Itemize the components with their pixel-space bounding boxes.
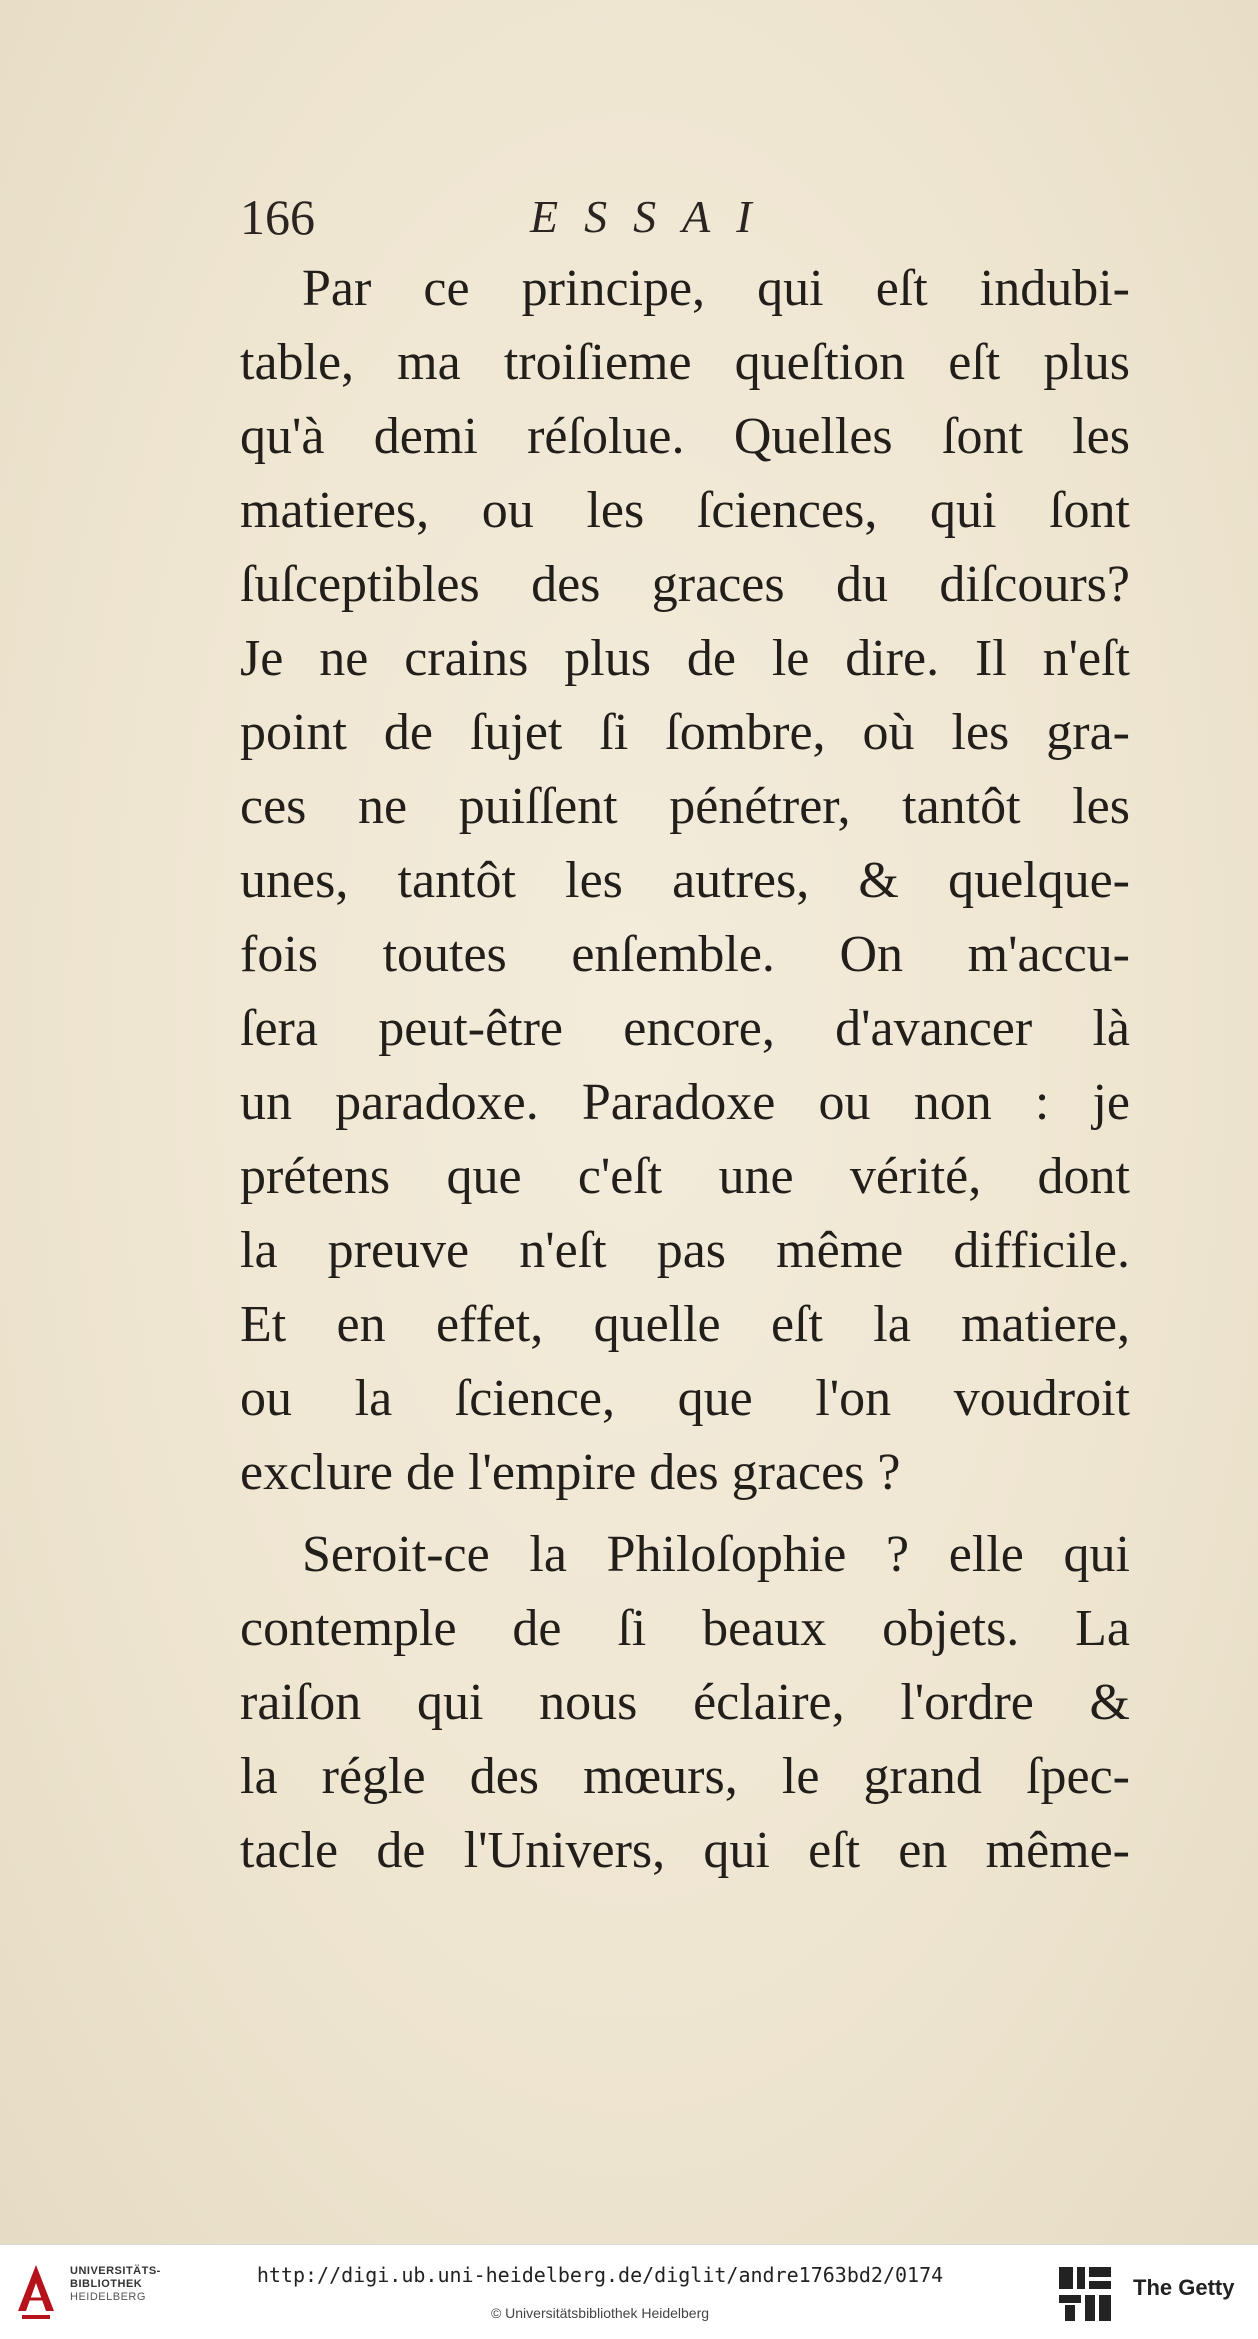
text-line: Seroit-ce la Philoſophie ? elle qui — [302, 1526, 1130, 1583]
library-name — [70, 2265, 161, 2304]
text-line: ou la ſcience, que l'on voudroit — [240, 1370, 1130, 1427]
running-head: ESSAI — [530, 191, 778, 242]
text-line: raiſon qui nous éclaire, l'ordre & — [240, 1674, 1130, 1731]
text-line: contemple de ſi beaux objets. La — [240, 1600, 1130, 1657]
text-line: ſuſceptibles des graces du diſcours? — [240, 556, 1130, 613]
library-name-line: HEIDELBERG — [70, 2291, 146, 2303]
body-text — [240, 252, 1130, 1888]
text-line: Et en effet, quelle eſt la matiere, — [240, 1296, 1130, 1353]
library-name-line: BIBLIOTHEK — [70, 2278, 143, 2290]
university-library-logo-icon — [12, 2261, 60, 2323]
text-line: table, ma troiſieme queſtion eſt plus — [240, 334, 1130, 391]
text-line: exclure de l'empire des graces ? — [240, 1444, 901, 1501]
text-line: tacle de l'Univers, qui eſt en même- — [240, 1822, 1130, 1879]
copyright-notice: © Universitätsbibliothek Heidelberg — [490, 2305, 710, 2321]
text-line: la régle des mœurs, le grand ſpec- — [240, 1748, 1130, 1805]
text-line: fois toutes enſemble. On m'accu- — [240, 926, 1130, 983]
text-line: la preuve n'eſt pas même difficile. — [240, 1222, 1130, 1279]
getty-logo-icon — [1055, 2263, 1115, 2323]
viewer-footer — [0, 2244, 1258, 2339]
page-header — [240, 182, 1140, 252]
text-line: qu'à demi réſolue. Quelles ſont les — [240, 408, 1130, 465]
paragraph-gap — [240, 1510, 1130, 1518]
text-line: unes, tantôt les autres, & quelque- — [240, 852, 1130, 909]
text-line: prétens que c'eſt une vérité, dont — [240, 1148, 1130, 1205]
text-line: Par ce principe, qui eſt indubi- — [302, 260, 1130, 317]
text-line: point de ſujet ſi ſombre, où les gra- — [240, 704, 1130, 761]
text-line: ſera peut-être encore, d'avancer là — [240, 1000, 1130, 1057]
permalink-url[interactable]: http://digi.ub.uni-heidelberg.de/diglit/andre1763bd2/0174 — [256, 2263, 944, 2287]
partner-name: The Getty — [1133, 2275, 1235, 2300]
text-line: un paradoxe. Paradoxe ou non : je — [240, 1074, 1130, 1131]
text-line: Je ne crains plus de le dire. Il n'eſt — [240, 630, 1130, 687]
library-name-line: UNIVERSITÄTS- — [70, 2265, 161, 2277]
text-line: ces ne puiſſent pénétrer, tantôt les — [240, 778, 1130, 835]
page-number: 166 — [240, 189, 315, 245]
text-line: matieres, ou les ſciences, qui ſont — [240, 482, 1130, 539]
